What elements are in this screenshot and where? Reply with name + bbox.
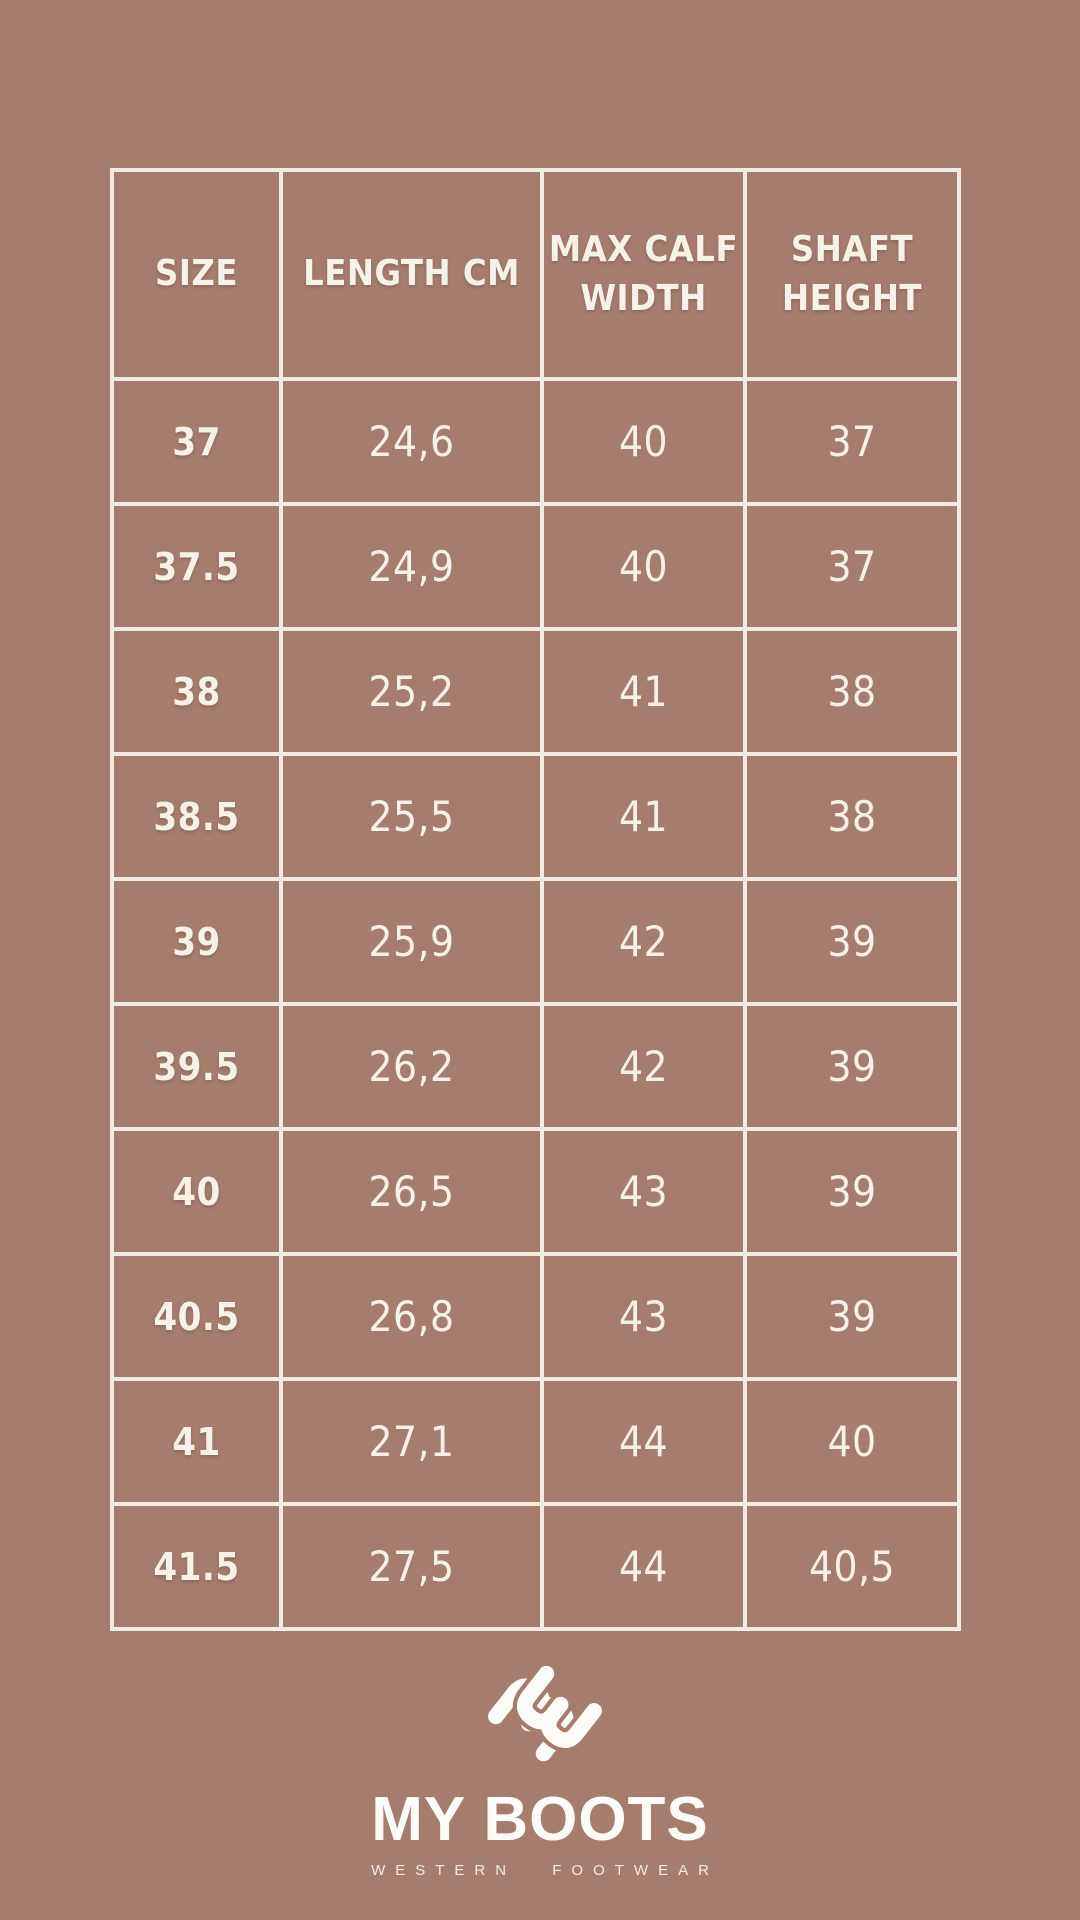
value-cell: 43 bbox=[542, 1129, 745, 1254]
interlocked-monogram-icon bbox=[445, 1655, 635, 1775]
value-cell: 26,5 bbox=[281, 1129, 542, 1254]
size-cell: 38 bbox=[112, 629, 281, 754]
table-row bbox=[112, 379, 959, 504]
value-cell: 26,2 bbox=[281, 1004, 542, 1129]
value-cell: 24,9 bbox=[281, 504, 542, 629]
table-row bbox=[112, 1129, 959, 1254]
value-cell: 37 bbox=[745, 504, 959, 629]
value-cell: 39 bbox=[745, 879, 959, 1004]
table-row bbox=[112, 629, 959, 754]
table-row bbox=[112, 1379, 959, 1504]
size-cell: 39.5 bbox=[112, 1004, 281, 1129]
value-cell: 43 bbox=[542, 1254, 745, 1379]
value-cell: 40 bbox=[745, 1379, 959, 1504]
value-cell: 27,1 bbox=[281, 1379, 542, 1504]
value-cell: 26,8 bbox=[281, 1254, 542, 1379]
size-cell: 37.5 bbox=[112, 504, 281, 629]
column-header: LENGTH CM bbox=[281, 170, 542, 379]
value-cell: 37 bbox=[745, 379, 959, 504]
table-row bbox=[112, 1004, 959, 1129]
value-cell: 42 bbox=[542, 1004, 745, 1129]
size-cell: 38.5 bbox=[112, 754, 281, 879]
boot-size-chart-table bbox=[110, 168, 961, 1631]
header-row bbox=[112, 170, 959, 379]
value-cell: 39 bbox=[745, 1004, 959, 1129]
table-row bbox=[112, 754, 959, 879]
table-body bbox=[112, 379, 959, 1629]
value-cell: 41 bbox=[542, 629, 745, 754]
value-cell: 40 bbox=[542, 504, 745, 629]
brand-name: MY BOOTS bbox=[371, 1785, 709, 1854]
value-cell: 38 bbox=[745, 754, 959, 879]
size-cell: 40 bbox=[112, 1129, 281, 1254]
size-cell: 37 bbox=[112, 379, 281, 504]
column-header: SHAFT HEIGHT bbox=[745, 170, 959, 379]
table-row bbox=[112, 1504, 959, 1629]
brand-logo bbox=[0, 1655, 1080, 1878]
value-cell: 25,5 bbox=[281, 754, 542, 879]
size-cell: 40.5 bbox=[112, 1254, 281, 1379]
size-cell: 41 bbox=[112, 1379, 281, 1504]
value-cell: 38 bbox=[745, 629, 959, 754]
column-header: MAX CALF WIDTH bbox=[542, 170, 745, 379]
table-row bbox=[112, 1254, 959, 1379]
value-cell: 39 bbox=[745, 1129, 959, 1254]
brand-tagline: WESTERN FOOTWEAR bbox=[371, 1862, 719, 1879]
value-cell: 25,9 bbox=[281, 879, 542, 1004]
table-header bbox=[112, 170, 959, 379]
table-row bbox=[112, 879, 959, 1004]
value-cell: 44 bbox=[542, 1379, 745, 1504]
size-cell: 41.5 bbox=[112, 1504, 281, 1629]
value-cell: 39 bbox=[745, 1254, 959, 1379]
value-cell: 27,5 bbox=[281, 1504, 542, 1629]
value-cell: 25,2 bbox=[281, 629, 542, 754]
column-header: SIZE bbox=[112, 170, 281, 379]
value-cell: 24,6 bbox=[281, 379, 542, 504]
value-cell: 44 bbox=[542, 1504, 745, 1629]
table-row bbox=[112, 504, 959, 629]
value-cell: 40 bbox=[542, 379, 745, 504]
value-cell: 42 bbox=[542, 879, 745, 1004]
value-cell: 41 bbox=[542, 754, 745, 879]
value-cell: 40,5 bbox=[745, 1504, 959, 1629]
size-cell: 39 bbox=[112, 879, 281, 1004]
